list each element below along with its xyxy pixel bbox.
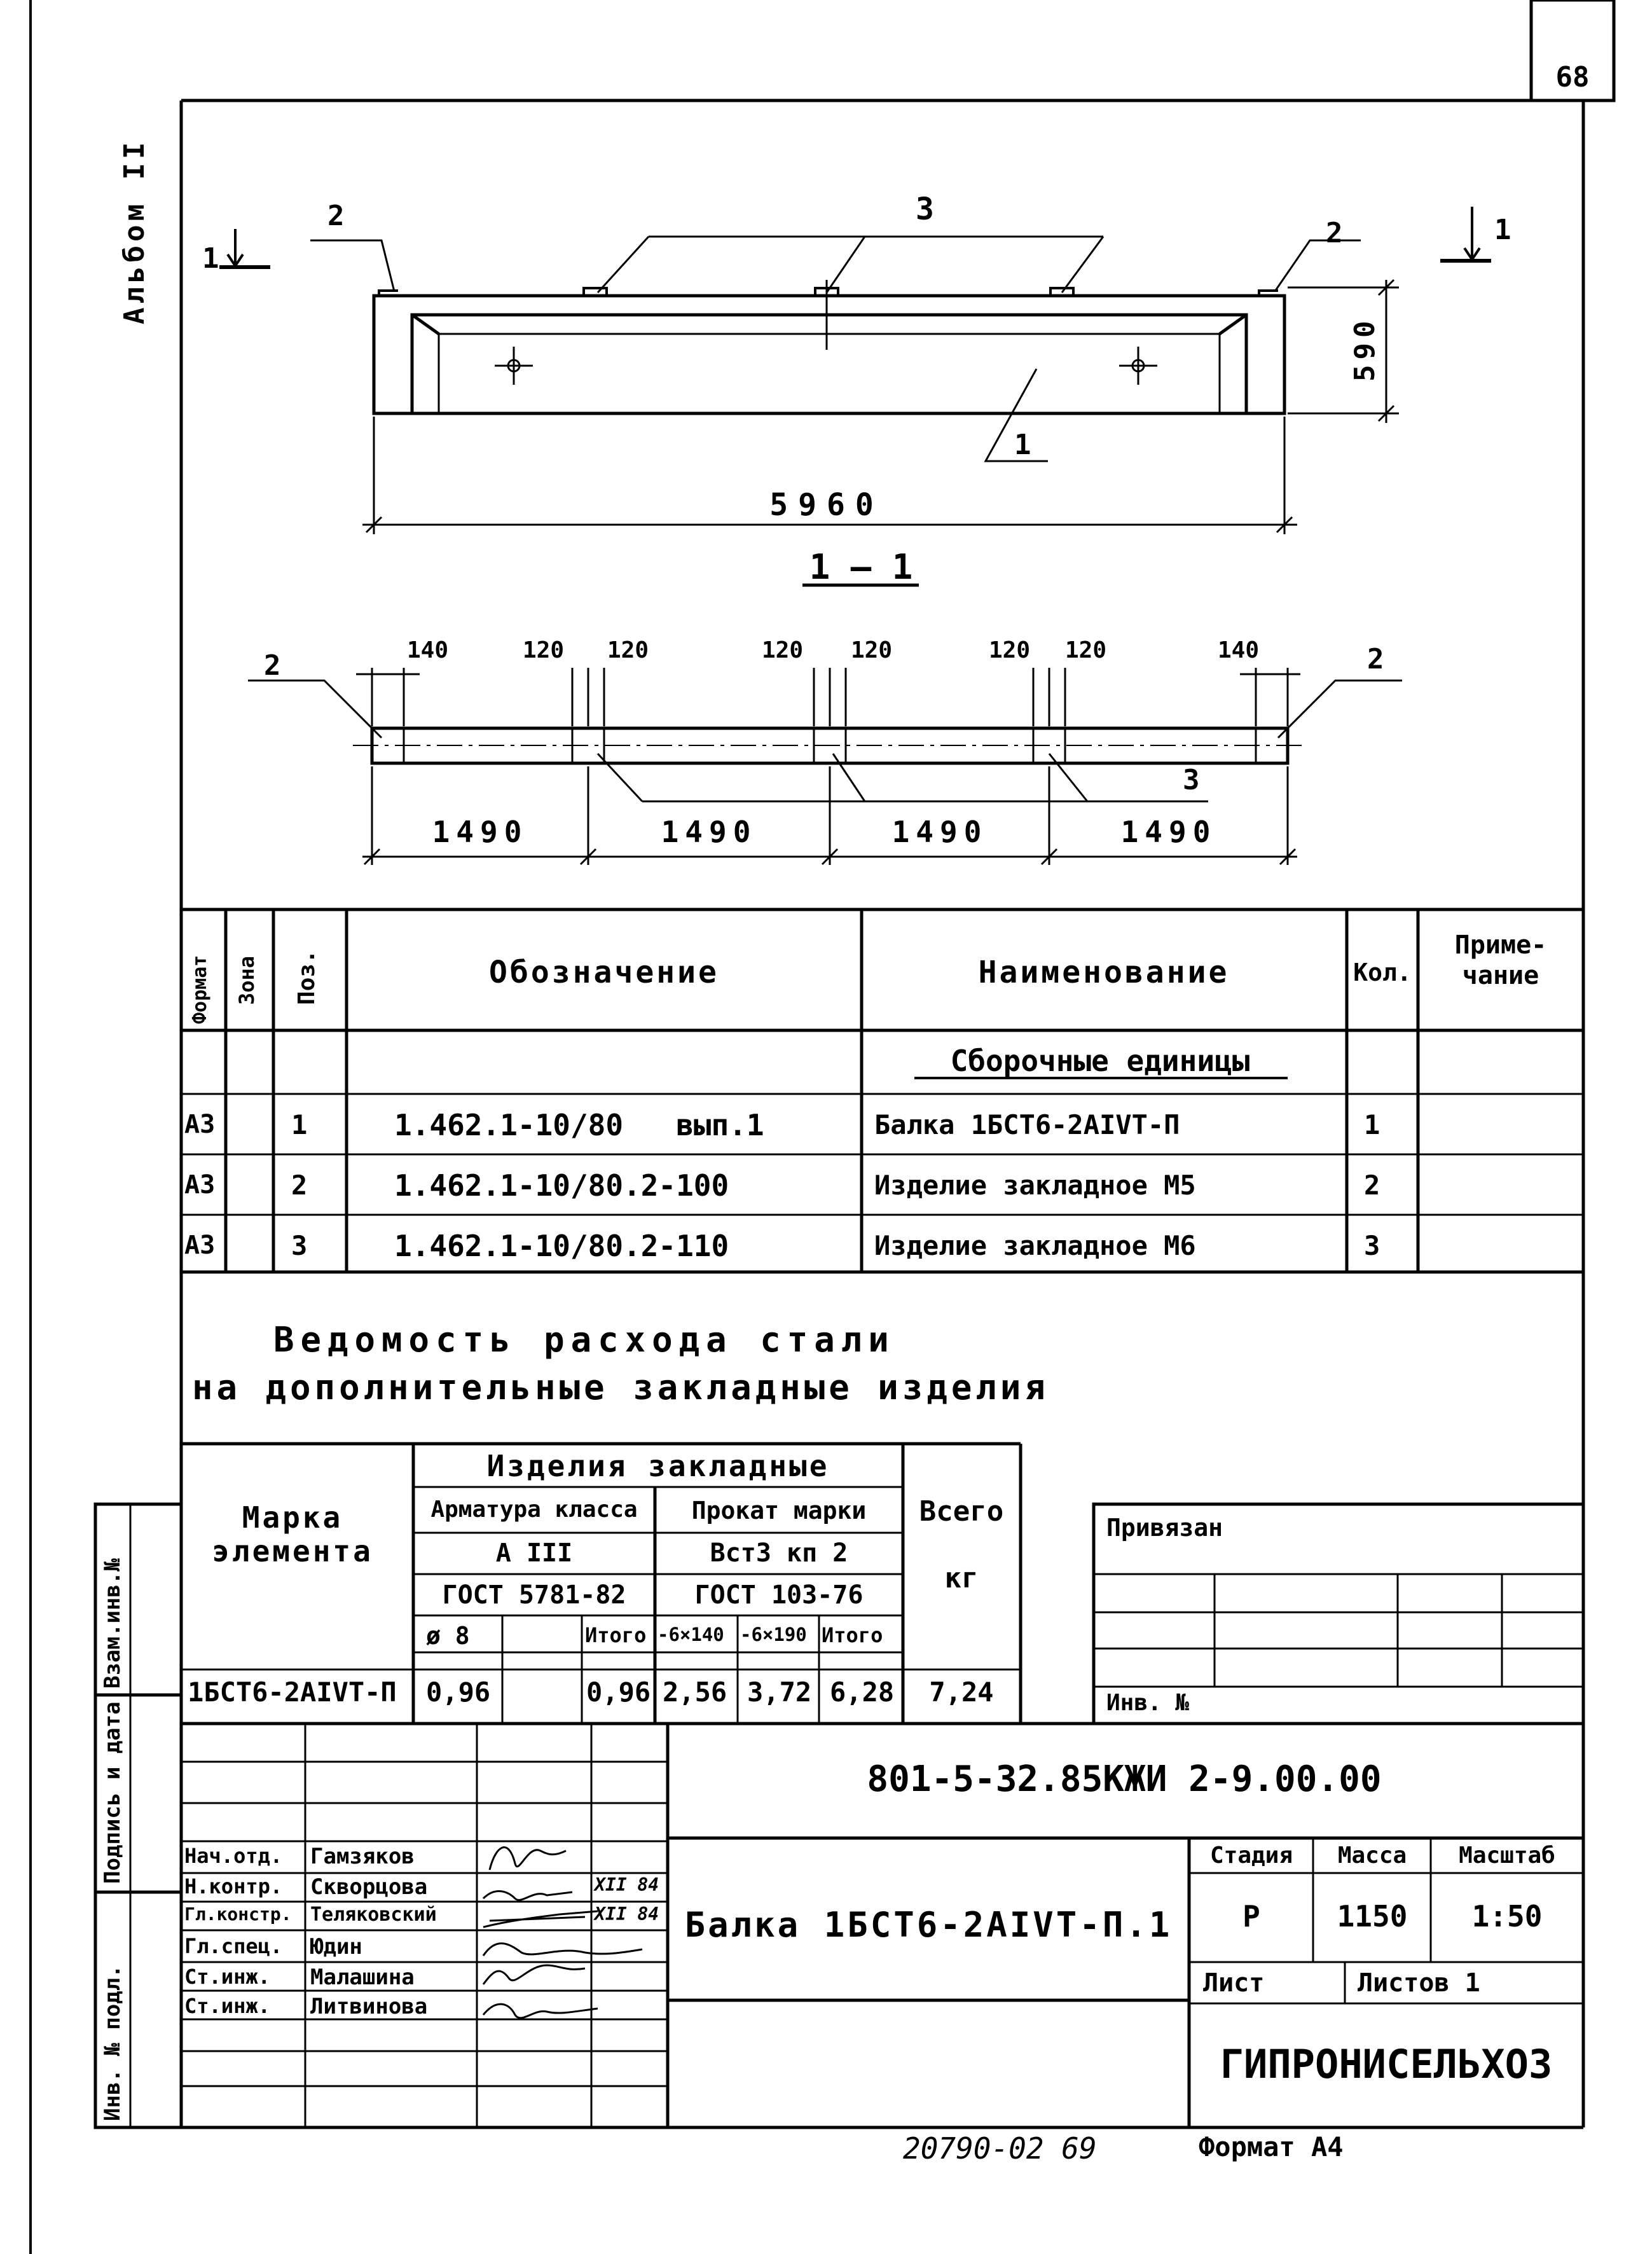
- steel-header-rebar-gost: ГОСТ 5781-82: [442, 1580, 626, 1610]
- spec-section-label: Сборочные единицы: [950, 1044, 1250, 1078]
- person-name: Литвинова: [310, 1994, 428, 2019]
- drawing-name: Балка 1БСТ6-2АIVТ-П.1: [684, 1905, 1173, 1945]
- steel-header-rolled: Прокат марки: [691, 1497, 867, 1525]
- spec-row-format: А3: [184, 1110, 216, 1139]
- person-role: Ст.инж.: [184, 1965, 270, 1989]
- scale-value: 1:50: [1471, 1899, 1543, 1933]
- side-stamp-replace-inv: Взам.инв.№: [100, 1558, 125, 1689]
- steel-sub-header: Итого: [585, 1623, 647, 1647]
- side-stamp-inv-original: Инв. № подл.: [100, 1965, 125, 2121]
- steel-row-value: 3,72: [747, 1677, 812, 1708]
- steel-row-value: 2,56: [663, 1677, 727, 1708]
- steel-sub-header: ø 8: [426, 1622, 470, 1650]
- person-date: XII 84: [595, 1904, 659, 1925]
- format-label: Формат А4: [1199, 2131, 1344, 2162]
- steel-title-line2: на дополнительные закладные изделия: [192, 1367, 1049, 1407]
- mass-value: 1150: [1337, 1899, 1408, 1933]
- section-callout-3: 3: [1183, 764, 1200, 796]
- spec-row-qty: 2: [1364, 1170, 1380, 1201]
- person-role: Нач.отд.: [184, 1844, 283, 1868]
- person-role: Ст.инж.: [184, 1994, 270, 2018]
- spec-row-pos: 1: [291, 1109, 308, 1140]
- spec-row-pos: 3: [291, 1230, 308, 1261]
- section-callout-2-right: 2: [1367, 643, 1384, 675]
- section-dim-top: 120: [989, 637, 1031, 663]
- person-name: Гамзяков: [310, 1844, 415, 1869]
- side-stamp-signature-date: Подпись и дата: [100, 1701, 125, 1884]
- spec-header-note: Приме- чание: [1454, 930, 1547, 990]
- plan-callout-2-right: 2: [1326, 217, 1343, 249]
- person-date: XII 84: [595, 1874, 659, 1895]
- plan-dim-height: 590: [1349, 315, 1381, 382]
- drawing-code: 801-5-32.85КЖИ 2-9.00.00: [867, 1759, 1382, 1800]
- binding-inv: Инв. №: [1106, 1690, 1190, 1716]
- spec-header-qty: Кол.: [1353, 958, 1412, 986]
- person-name: Юдин: [310, 1934, 362, 1960]
- section-dim-top: 140: [1218, 637, 1260, 663]
- steel-header-total: Всего: [919, 1495, 1004, 1528]
- stage-label: Стадия: [1209, 1843, 1293, 1869]
- section-dim-bottom: 1490: [1120, 815, 1217, 849]
- binding-label: Привязан: [1106, 1514, 1223, 1542]
- mass-label: Масса: [1337, 1843, 1407, 1869]
- plan-callout-1: 1: [1014, 429, 1031, 461]
- person-role: Гл.констр.: [184, 1904, 292, 1925]
- steel-row-mark: 1БСТ6-2АIVТ-П: [188, 1677, 397, 1708]
- section-dim-bottom: 1490: [432, 815, 528, 849]
- spec-row-pos: 2: [291, 1170, 308, 1201]
- steel-sub-header: -6×140: [657, 1624, 724, 1645]
- spec-header-zone: Зона: [235, 955, 259, 1005]
- steel-row-total: 7,24: [929, 1677, 994, 1708]
- person-name: Малашина: [310, 1965, 415, 1990]
- plan-dim-length: 5960: [769, 487, 884, 523]
- steel-sub-header: -6×190: [740, 1624, 807, 1645]
- spec-header-format: Формат: [189, 955, 211, 1024]
- beam-plan: [219, 207, 1491, 585]
- organization: ГИПРОНИСЕЛЬХОЗ: [1220, 2041, 1553, 2087]
- person-name: Скворцова: [310, 1874, 428, 1900]
- steel-header-mark: Марка элемента: [212, 1500, 373, 1568]
- section-dim-top: 120: [1065, 637, 1107, 663]
- spec-row-format: А3: [184, 1170, 216, 1200]
- spec-row-designation: 1.462.1-10/80.2-100: [394, 1168, 729, 1203]
- steel-row-value: 6,28: [830, 1677, 895, 1708]
- person-name: Теляковский: [310, 1904, 437, 1926]
- beam-section: [248, 668, 1402, 865]
- spec-header-name: Наименование: [978, 955, 1230, 990]
- steel-header-rebar-class: А III: [495, 1538, 573, 1568]
- plan-callout-3: 3: [916, 191, 934, 227]
- spec-row-name: Изделие закладное М6: [874, 1230, 1196, 1261]
- spec-row-designation: 1.462.1-10/80.2-110: [394, 1229, 729, 1263]
- section-dim-top: 120: [607, 637, 649, 663]
- section-mark-left: 1: [202, 242, 219, 275]
- spec-row-name: Балка 1БСТ6-2АIVТ-П: [874, 1109, 1180, 1140]
- steel-row-value: 0,96: [426, 1677, 491, 1708]
- steel-title-line1: Ведомость расхода стали: [273, 1320, 895, 1360]
- stage-value: Р: [1242, 1899, 1260, 1933]
- steel-header-items: Изделия закладные: [486, 1449, 830, 1483]
- plan-callout-2-left: 2: [327, 200, 345, 232]
- steel-header-rolled-gost: ГОСТ 103-76: [694, 1580, 864, 1610]
- sheet-label: Лист: [1203, 1968, 1265, 1998]
- steel-header-rolled-grade: Вст3 кп 2: [710, 1538, 848, 1568]
- spec-row-designation: 1.462.1-10/80 вып.1: [394, 1108, 764, 1142]
- section-dim-top: 120: [523, 637, 565, 663]
- sheets-label: Листов 1: [1358, 1968, 1480, 1998]
- steel-header-total-unit: кг: [944, 1562, 979, 1594]
- section-dim-bottom: 1490: [891, 815, 988, 849]
- steel-sub-header: Итого: [822, 1623, 883, 1647]
- steel-header-rebar: Арматура класса: [430, 1497, 638, 1523]
- section-mark-right: 1: [1494, 214, 1511, 246]
- section-dim-bottom: 1490: [661, 815, 757, 849]
- section-title: 1 – 1: [809, 547, 913, 587]
- section-dim-top: 120: [851, 637, 893, 663]
- spec-header-pos: Поз.: [294, 950, 320, 1005]
- person-role: Гл.спец.: [184, 1934, 283, 1958]
- section-callout-2-left: 2: [264, 649, 281, 682]
- spec-row-qty: 3: [1364, 1230, 1380, 1261]
- section-dim-top: 140: [407, 637, 449, 663]
- spec-row-format: А3: [184, 1231, 216, 1260]
- steel-row-value: 0,96: [586, 1677, 651, 1708]
- spec-row-qty: 1: [1364, 1109, 1380, 1140]
- spec-row-name: Изделие закладное М5: [874, 1170, 1196, 1201]
- person-role: Н.контр.: [184, 1874, 283, 1898]
- page-number: 68: [1555, 61, 1590, 93]
- spec-header-designation: Обозначение: [489, 955, 719, 990]
- section-dim-top: 120: [762, 637, 804, 663]
- archive-number: 20790-02 69: [903, 2131, 1097, 2166]
- album-label: Альбом II: [118, 138, 151, 324]
- scale-label: Масштаб: [1459, 1843, 1555, 1869]
